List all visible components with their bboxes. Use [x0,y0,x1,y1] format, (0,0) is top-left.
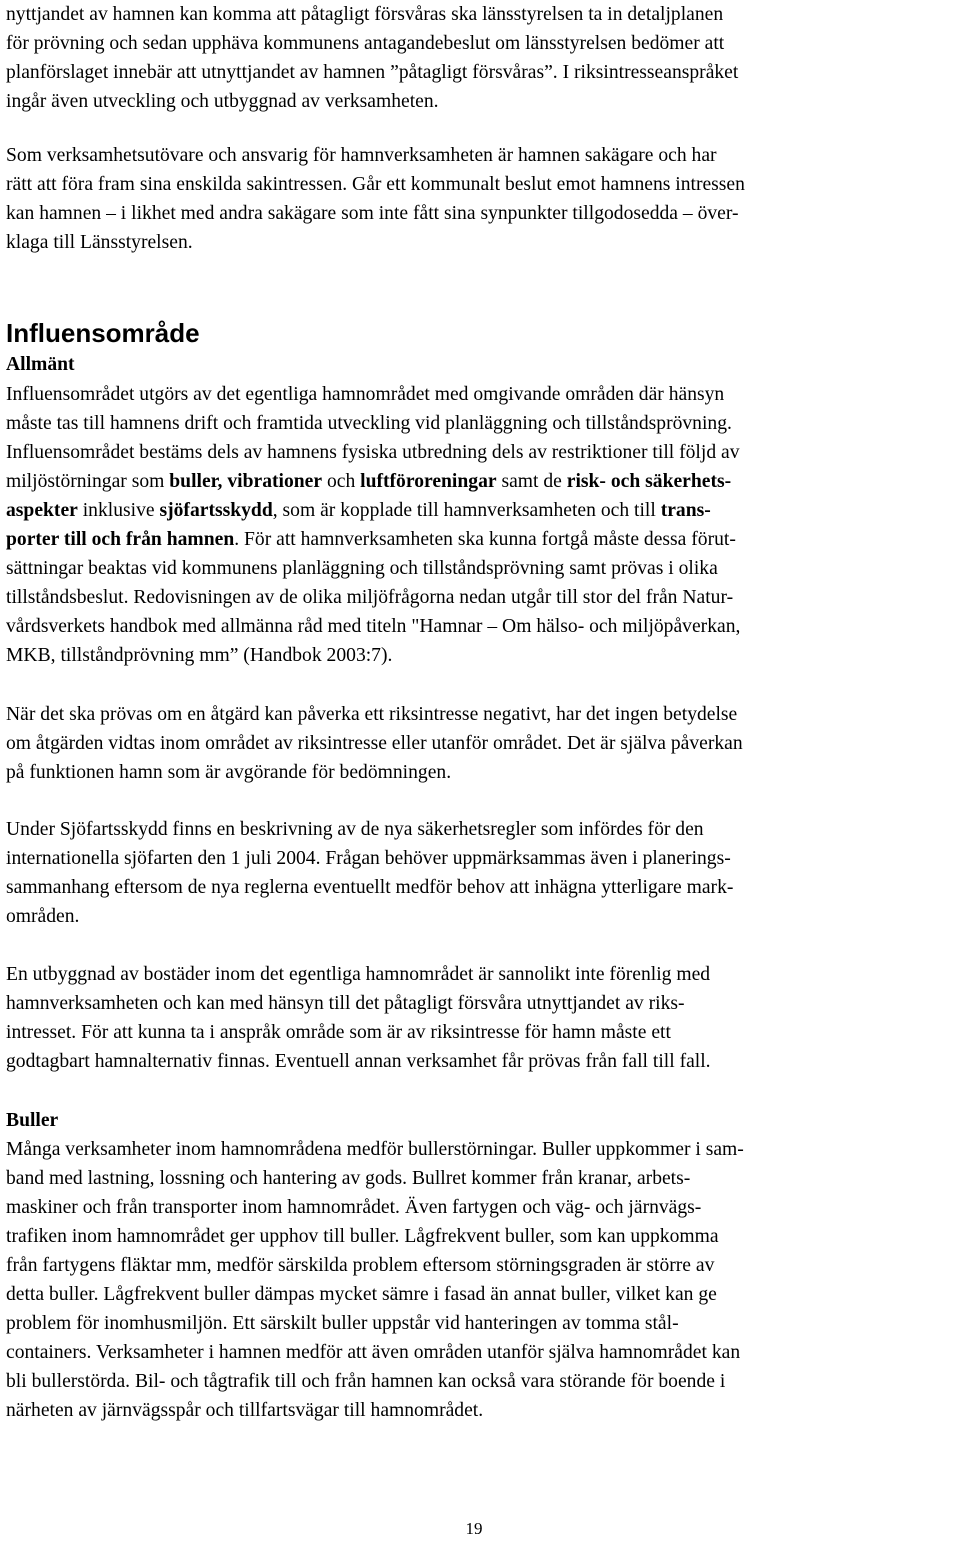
text-line [6,467,740,496]
text-line: sättningar beaktas vid kommunens planläggning och tillståndsprövning samt prövas i olika [6,558,718,579]
text-line: om åtgärden vidtas inom området av riksintresse eller utanför området. Det är själva påverkan [6,733,743,754]
text-run: miljöstörningar som [6,471,170,492]
bold-term: aspekter [6,500,78,521]
text-run: , som är kopplade till hamnverksamheten och till [272,500,661,521]
subsection-heading: Allmänt [6,354,75,375]
text-line: rätt att föra fram sina enskilda sakintressen. Går ett kommunalt beslut emot hamnens intressen [6,174,745,195]
text-line: Många verksamheter inom hamnområdena medför bullerstörningar. Buller uppkommer i sam- [6,1139,744,1160]
text-line: områden. [6,906,80,927]
influence-paragraph [6,380,740,670]
noise-paragraph [6,1135,744,1425]
text-line: för prövning och sedan upphäva kommunens antagandebeslut om länsstyrelsen bedömer att [6,33,725,54]
bold-term: luftföroreningar [360,471,497,492]
text-line: tillståndsbeslut. Redovisningen av de olika miljöfrågorna nedan utgår till stor del från Natur- [6,587,734,608]
text-line: vårdsverkets handbok med allmänna råd med titeln "Hamnar – Om hälso- och miljöpåverkan, [6,616,741,637]
text-line: Influensområdet utgörs av det egentliga hamnområdet med omgivande områden där hänsyn [6,384,725,405]
bold-term: porter till och från hamnen [6,529,235,550]
text-line: bli bullerstörda. Bil- och tågtrafik till och från hamnen kan också vara störande för boende i [6,1371,726,1392]
text-line: En utbyggnad av bostäder inom det egentliga hamnområdet är sannolikt inte förenlig med [6,964,711,985]
text-line [6,525,740,554]
intro-paragraph [6,0,738,116]
bold-term: buller, vibrationer [169,471,323,492]
text-line: intresset. För att kunna ta i anspråk område som är av riksintresse för hamn måste ett [6,1022,671,1043]
text-line: hamnverksamheten och kan med hänsyn till det påtagligt försvåra utnyttjandet av riks- [6,993,685,1014]
noise-heading: Buller [6,1110,59,1131]
text-run: och [322,471,361,492]
text-line: klaga till Länsstyrelsen. [6,232,193,253]
text-line: internationella sjöfarten den 1 juli 2004. Frågan behöver uppmärksammas även i planerings- [6,848,731,869]
text-line [6,496,740,525]
text-line: band med lastning, lossning och hantering av gods. Bullret kommer från kranar, arbets- [6,1168,691,1189]
text-run: samt de [496,471,567,492]
text-line: kan hamnen – i likhet med andra sakägare som inte fått sina synpunkter tillgodosedda – över- [6,203,739,224]
text-line: Under Sjöfartsskydd finns en beskrivning av de nya säkerhetsregler som infördes för den [6,819,704,840]
text-line: När det ska prövas om en åtgärd kan påverka ett riksintresse negativt, har det ingen betydelse [6,704,738,725]
housing-paragraph [6,960,711,1076]
text-line: trafiken inom hamnområdet ger upphov till buller. Lågfrekvent buller, som kan uppkomma [6,1226,719,1247]
bold-term: sjöfartsskydd [159,500,273,521]
assessment-paragraph [6,700,743,787]
text-line: Influensområdet bestäms dels av hamnens fysiska utbredning dels av restriktioner till följd av [6,442,740,463]
text-run: inklusive [77,500,160,521]
stakeholder-paragraph [6,141,745,257]
bold-term: trans- [660,500,711,521]
text-line: planförslaget innebär att utnyttjandet av hamnen ”påtagligt försvåras”. I riksintresseanspråket [6,62,739,83]
text-line: MKB, tillståndprövning mm” (Handbok 2003:7). [6,645,393,666]
text-line: Som verksamhetsutövare och ansvarig för hamnverksamheten är hamnen sakägare och har [6,145,717,166]
text-line: från fartygens fläktar mm, medför särskilda problem eftersom störningsgraden är större av [6,1255,715,1276]
text-line: detta buller. Lågfrekvent buller dämpas mycket sämre i fasad än annat buller, vilket kan ge [6,1284,717,1305]
bold-term: risk- och säkerhets- [566,471,732,492]
section-heading: Influensområde [6,318,200,348]
text-line: måste tas till hamnens drift och framtida utveckling vid planläggning och tillståndsprövning. [6,413,732,434]
text-line: ingår även utveckling och utbyggnad av verksamheten. [6,91,439,112]
text-line: närheten av järnvägsspår och tillfartsvägar till hamnområdet. [6,1400,484,1421]
text-line: containers. Verksamheter i hamnen medför att även områden utanför själva hamnområdet kan [6,1342,741,1363]
text-line: problem för inomhusmiljön. Ett särskilt buller uppstår vid hanteringen av tomma stål- [6,1313,679,1334]
security-paragraph [6,815,733,931]
page-number: 19 [465,1519,483,1538]
text-run: . För att hamnverksamheten ska kunna fortgå måste dessa förut- [234,529,736,550]
text-line: nyttjandet av hamnen kan komma att påtagligt försvåras ska länsstyrelsen ta in detaljplanen [6,4,724,25]
text-line: maskiner och från transporter inom hamnområdet. Även fartygen och väg- och järnvägs- [6,1197,702,1218]
text-line: godtagbart hamnalternativ finnas. Eventuell annan verksamhet får prövas från fall till fall. [6,1051,711,1072]
text-line: på funktionen hamn som är avgörande för bedömningen. [6,762,452,783]
text-line: sammanhang eftersom de nya reglerna eventuellt medför behov att inhägna ytterligare mark- [6,877,734,898]
